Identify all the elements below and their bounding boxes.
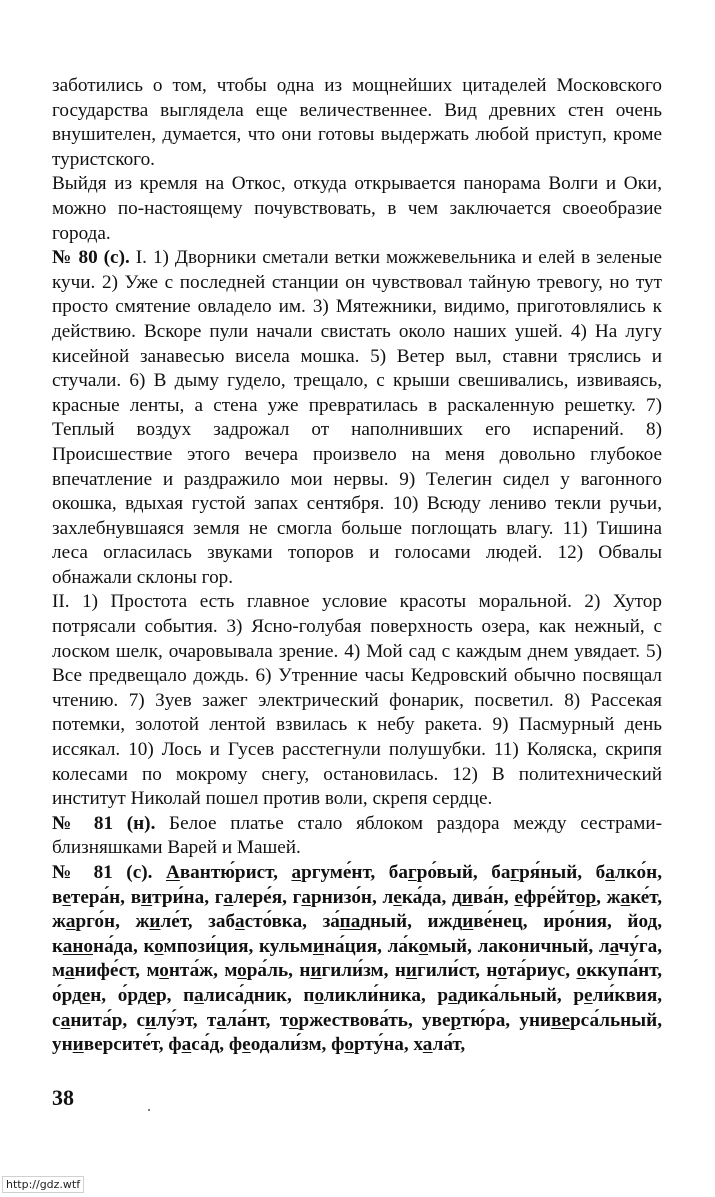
stress-word-start: м	[224, 960, 238, 982]
stress-word-underlined: а	[422, 1034, 433, 1056]
stress-word-underlined: о	[314, 984, 324, 1006]
stress-word	[303, 985, 425, 1006]
stress-word-end: ргуме́нт,	[301, 862, 376, 883]
stress-word-start: ж	[606, 886, 621, 908]
stress-word-underlined: е	[393, 886, 402, 908]
stress-word-underlined: о	[237, 960, 247, 982]
exercise-81-s	[52, 861, 662, 1058]
stress-word-end: са́д,	[191, 1034, 225, 1056]
stress-word-start: ба	[491, 862, 511, 883]
stress-word-end: версите́т,	[83, 1034, 164, 1056]
stress-word-start: т	[279, 1009, 289, 1031]
stress-word-end: нта́ж,	[168, 960, 218, 982]
stress-word-start: в	[130, 886, 142, 908]
stress-word	[118, 985, 172, 1006]
stress-word-start: р	[437, 984, 449, 1006]
source-watermark[interactable]	[2, 1176, 84, 1193]
exercise-80-part-2: II. 1) Простота есть главное условие красоты моральной. 2) Хутор потрясали события. 3) Ясно-голубая поверхность озера, как нежный, с лоском шелк, очаровывала зрение. 4) Мой сад с каждым днем увядает. 5) Все предвещало дождь. 6) Утренние часы Кедровский обычно посвящал чтению. 7) Зуев зажег электрический фонарик, посветил. 8) Рассекая потемки, золотой лентой взвилась к небу ракета. 9) Пасмурный день иссякал. 10) Лось и Гусев расстегнули полушубки. 11) Коляска, скрипя колесами по мокрому снегу, остановилась. 12) В политехнический институт Николай пошел против воли, скрепя сердце.	[52, 591, 662, 810]
exercise-80-label: № 80 (с).	[52, 247, 130, 269]
stress-word-underlined: а	[291, 862, 302, 883]
stress-word-end: ла́нт,	[226, 1009, 271, 1031]
stress-word-start: п	[303, 984, 315, 1006]
stress-word-end: дика́льный,	[457, 984, 562, 1006]
stress-word-start: м	[52, 960, 65, 982]
stress-word-start: с	[52, 1009, 61, 1031]
stress-word	[422, 1010, 510, 1031]
stress-word-start: иро́ния,	[543, 911, 612, 933]
stress-word-end: на́да,	[93, 935, 138, 957]
stress-word	[491, 862, 582, 883]
stress-word-start: х	[413, 1034, 423, 1056]
stress-word-start: ж	[135, 911, 150, 933]
stress-word-underlined: А	[165, 862, 180, 883]
stress-word-underlined: е	[584, 984, 593, 1006]
stress-word-start: в	[52, 886, 63, 908]
stress-word-start: л	[382, 886, 394, 908]
stress-word-start: ун	[52, 1034, 73, 1056]
stress-word-start: н	[486, 960, 498, 982]
stress-word-underlined: ве	[551, 1009, 571, 1031]
stress-word	[208, 911, 307, 932]
stress-word-end: рту́на,	[354, 1034, 409, 1056]
stress-word-underlined: о	[344, 1034, 355, 1056]
stress-word-underlined: о	[418, 935, 428, 957]
stress-word-end: ла́т,	[432, 1034, 466, 1056]
stress-word	[599, 936, 662, 957]
stress-word-end: ккупа́нт,	[586, 960, 662, 982]
stress-word	[52, 985, 106, 1006]
stress-word-start: г	[292, 886, 302, 908]
stress-word-end: гили́ст,	[416, 960, 480, 982]
stress-word-end: рнизо́н,	[310, 886, 377, 908]
stress-word-start: т	[206, 1009, 217, 1031]
stress-word-underlined: а	[301, 886, 311, 908]
stress-word-underlined: о	[154, 935, 164, 957]
stress-word-end: гили́зм,	[321, 960, 389, 982]
stress-word-end: ря́ный,	[519, 862, 583, 883]
stress-word-end: ва́н,	[472, 886, 509, 908]
stress-word	[413, 1034, 465, 1055]
stress-word-start: н	[299, 960, 311, 982]
stress-word-start: ба	[388, 862, 408, 883]
stress-word-start: о́рд	[52, 984, 82, 1006]
stress-word	[52, 1010, 127, 1031]
stress-word-underlined: а	[64, 960, 75, 982]
stress-word-list	[52, 862, 662, 1055]
exercise-81-n	[52, 812, 662, 861]
stress-word	[389, 862, 478, 883]
stress-word	[280, 1010, 413, 1031]
stress-word-end: тю́ра,	[460, 1009, 511, 1031]
stress-word-underlined: и	[149, 911, 161, 933]
stress-word	[131, 887, 209, 908]
stress-word-start: г	[214, 886, 224, 908]
stress-word-underlined: р	[450, 1009, 461, 1031]
stress-word-underlined: о	[497, 960, 507, 982]
stress-word-start: заб	[208, 911, 236, 933]
page-number: 38	[52, 1085, 74, 1110]
stress-word-underlined: о	[576, 960, 587, 982]
stress-word-underlined: а	[605, 862, 615, 883]
stress-word-start: уве	[422, 1009, 451, 1031]
stress-word-underlined: а	[181, 1034, 192, 1056]
stress-word	[486, 960, 570, 981]
stress-word	[573, 985, 662, 1006]
stress-word-underlined: и	[405, 960, 417, 982]
stress-word-end: нита́р,	[70, 1009, 128, 1031]
stress-word-start: р	[573, 984, 585, 1006]
stress-word-start: д	[452, 886, 462, 908]
scan-speck	[148, 1109, 150, 1111]
stress-word-underlined: и	[141, 886, 153, 908]
stress-word-underlined: ор	[575, 886, 597, 908]
stress-word-end: ный,	[551, 935, 594, 957]
stress-word-underlined: а	[194, 984, 204, 1006]
stress-word-end: ли́квия,	[592, 984, 663, 1006]
exercise-81-n-text: Белое платье стало яблоком раздора между сестрами-близняшками Варей и Машей.	[52, 812, 663, 859]
stress-word-end: рса́льный,	[570, 1009, 662, 1031]
stress-word	[146, 960, 217, 981]
stress-word	[293, 887, 377, 908]
stress-word-underlined: о	[288, 1009, 299, 1031]
stress-word-end: дный,	[360, 911, 412, 933]
stress-word-underlined: г	[510, 862, 520, 883]
stress-word	[543, 911, 612, 932]
stress-word-start: о́рд	[117, 984, 148, 1006]
stress-word-start: л	[598, 935, 610, 957]
stress-word-end: вантю́рист,	[179, 862, 278, 883]
stress-word-end: чу́га,	[618, 935, 663, 957]
stress-word-end: лко́н,	[614, 862, 662, 883]
stress-word-end: три́на,	[152, 886, 209, 908]
stress-word-end: лиса́дник,	[203, 984, 292, 1006]
stress-word-underlined: ано	[62, 935, 94, 957]
stress-word	[395, 960, 480, 981]
stress-word-end: нифе́ст,	[74, 960, 140, 982]
stress-word	[215, 887, 287, 908]
stress-word	[168, 1034, 224, 1055]
stress-word-start: ф	[168, 1034, 182, 1056]
stress-word-end: р,	[155, 984, 172, 1006]
stress-word	[576, 887, 601, 908]
stress-word-end: лу́эт,	[156, 1009, 198, 1031]
stress-word	[576, 960, 662, 981]
stress-word	[52, 960, 140, 981]
stress-word-end: та́риус,	[506, 960, 571, 982]
stress-word-end: ве́нец,	[473, 911, 528, 933]
stress-word-underlined: г	[407, 862, 417, 883]
stress-word	[52, 936, 138, 957]
stress-word-start: с	[136, 1009, 146, 1031]
stress-word-start: за́	[322, 911, 340, 933]
stress-word-end: ке́т,	[630, 886, 663, 908]
stress-word-end: фре́йт	[523, 886, 576, 908]
stress-word	[52, 911, 120, 932]
stress-word	[519, 1010, 662, 1031]
paragraph-kremlin: Выйдя из кремля на Откос, откуда открывается панорама Волги и Оки, можно по-настоящему почувствовать, в чем заключается своеобразие города.	[52, 173, 662, 244]
stress-word	[183, 985, 292, 1006]
stress-word-start: н	[394, 960, 406, 982]
stress-word-end: тера́н,	[70, 886, 125, 908]
stress-word-end: лере́я,	[233, 886, 287, 908]
stress-word-start: ж	[52, 911, 66, 933]
stress-word-start: уни	[519, 1009, 552, 1031]
stress-word	[299, 960, 388, 981]
stress-word-end: сто́вка,	[244, 911, 307, 933]
stress-word-start: п	[183, 984, 195, 1006]
document-page	[52, 74, 662, 1058]
stress-word-start: б	[595, 862, 606, 883]
stress-word	[478, 936, 594, 957]
stress-word	[607, 887, 662, 908]
stress-word	[388, 936, 472, 957]
stress-word	[52, 1034, 164, 1055]
stress-word-underlined: е	[81, 984, 91, 1006]
stress-word	[383, 887, 447, 908]
stress-word-start: к	[52, 935, 63, 957]
stress-word	[514, 887, 575, 908]
stress-word-end: ликли́ника,	[323, 984, 426, 1006]
stress-word-start: ф	[228, 1034, 243, 1056]
stress-word-start: ф	[331, 1034, 345, 1056]
stress-word-start: ижд	[427, 911, 463, 933]
stress-word-underlined: и	[462, 911, 474, 933]
stress-word	[224, 960, 293, 981]
stress-word	[166, 862, 278, 883]
stress-word-underlined: а	[65, 911, 76, 933]
stress-word-underlined: и	[72, 1034, 84, 1056]
stress-word	[596, 862, 662, 883]
stress-word-start: йод,	[627, 911, 663, 933]
stress-word-underlined: и	[145, 1009, 157, 1031]
stress-word-end: ра́ль,	[246, 960, 293, 982]
stress-word-underlined: и	[310, 960, 322, 982]
paragraph-continuation: заботились о том, чтобы одна из мощнейших цитаделей Московского государства выглядела еще величественнее. Вид древних стен очень внушителен, думается, что они готовы выдержать любой приступ, кроме туристского.	[52, 75, 662, 170]
stress-word-end: на́ция,	[323, 935, 382, 957]
stress-word-end: ка́да,	[401, 886, 447, 908]
stress-word-end: одали́зм,	[250, 1034, 327, 1056]
exercise-80-text: I. 1) Дворники сметали ветки можжевельника и елей в зеленые кучи. 2) Уже с последней станции он чувствовал тайную тревогу, но тут просто смятение овладело им. 3) Мятежники, видимо, приготовлялись к действию. Вскоре пули начали свистать около наших ушей. 4) На лугу кисейной занавесью висела мошка. 5) Ветер выл, ставни тряслись и стучали. 6) В дыму гудело, трещало, с крыши свешивались, извиваясь, красные ленты, а стена уже превратилась в раскаленную решетку. 7) Теплый воздух задрожал от наполнивших его испарений. 8) Происшествие этого вечера произвело на меня довольно глубокое впечатление и раздражило мои нервы. 9) Телегин сидел у вагонного окошка, вдыхая густой запах сентября. 10) Всюду лениво текли ручьи, захлебнувшаяся земля не смогла больше поглощать влагу. 11) Тишина леса огласилась звуками топоров и голосами людей. 12) Обвалы обнажали склоны гор.	[52, 247, 662, 588]
stress-word	[259, 936, 382, 957]
stress-word-underlined: е	[514, 886, 524, 908]
stress-word	[229, 1034, 326, 1055]
exercise-81-n-label: № 81 (н).	[52, 812, 156, 834]
stress-word-underlined: о	[159, 960, 169, 982]
stress-word-underlined: е	[147, 984, 156, 1006]
stress-word-start: кульм	[259, 935, 313, 957]
stress-word-underlined: а	[609, 935, 619, 957]
stress-word-end: ,	[596, 886, 601, 908]
stress-word-end: мый,	[428, 935, 472, 957]
exercise-81-s-label: № 81 (с).	[52, 862, 153, 883]
stress-word-underlined: па	[339, 911, 361, 933]
stress-word-end: рго́н,	[75, 911, 120, 933]
stress-word-start: к	[143, 935, 155, 957]
stress-word-end: ле́т,	[160, 911, 193, 933]
stress-word-end: н,	[90, 984, 107, 1006]
stress-word	[207, 1010, 271, 1031]
stress-word	[452, 887, 509, 908]
stress-word	[137, 1010, 198, 1031]
stress-word	[437, 985, 561, 1006]
stress-word-underlined: а	[620, 886, 631, 908]
stress-word-end: ро́вый,	[416, 862, 478, 883]
stress-word	[143, 936, 253, 957]
stress-word-end: мпози́ция,	[163, 935, 254, 957]
stress-word	[135, 911, 192, 932]
stress-word-start: ла́к	[387, 935, 419, 957]
stress-word-start: м	[146, 960, 160, 982]
stress-word	[52, 887, 125, 908]
stress-word-end: ржествова́ть,	[298, 1009, 413, 1031]
stress-word	[331, 1034, 409, 1055]
stress-word-underlined: и	[461, 886, 473, 908]
stress-word-start: лаконич	[477, 935, 552, 957]
stress-word-underlined: а	[223, 886, 234, 908]
stress-word	[291, 862, 375, 883]
exercise-80	[52, 246, 662, 590]
stress-word-underlined: е	[242, 1034, 251, 1056]
stress-word-underlined: а	[216, 1009, 227, 1031]
stress-word-underlined: а	[60, 1009, 71, 1031]
stress-word-underlined: а	[448, 984, 458, 1006]
stress-word	[323, 911, 412, 932]
stress-word	[428, 911, 528, 932]
stress-word-underlined: и	[312, 935, 324, 957]
source-link[interactable]: http://gdz.wtf	[6, 1178, 81, 1191]
stress-word-underlined: е	[62, 886, 71, 908]
stress-word	[627, 911, 662, 932]
stress-word-underlined: а	[235, 911, 245, 933]
